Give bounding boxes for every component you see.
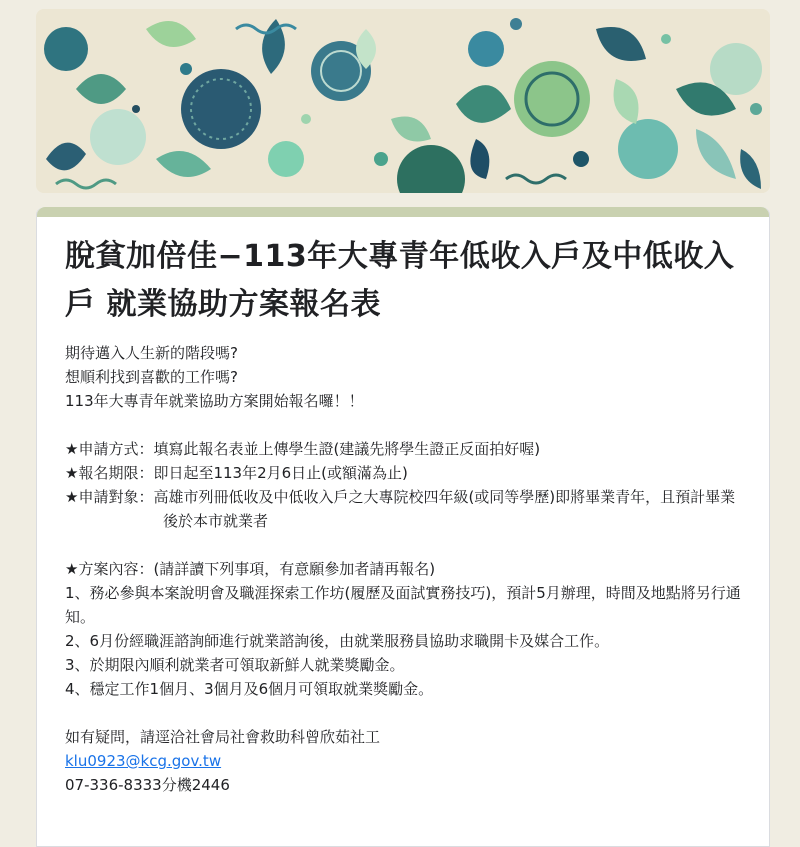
program-line: 3、於期限內順利就業者可領取新鮮人就業獎勵金。 <box>65 656 405 674</box>
intro-line: 113年大專青年就業協助方案開始報名囉！！ <box>65 392 364 410</box>
detail-line: ★申請方式：填寫此報名表並上傳學生證(建議先將學生證正反面拍好喔) <box>65 440 541 458</box>
intro-line: 期待邁入人生新的階段嗎? <box>65 344 238 362</box>
form-title: 脫貧加倍佳−113年大專青年低收入戶及中低收入戶 就業協助方案報名表 <box>65 239 735 322</box>
contact-line: 如有疑問，請逕洽社會局社會救助科曾欣茹社工 <box>65 728 381 746</box>
form-header-card <box>36 207 770 847</box>
header-banner-image <box>36 9 770 193</box>
program-line: 4、穩定工作1個月、3個月及6個月可領取就業獎勵金。 <box>65 680 434 698</box>
intro-line: 想順利找到喜歡的工作嗎? <box>65 368 238 386</box>
program-line: 2、6月份經職涯諮詢師進行就業諮詢後，由就業服務員協助求職開卡及媒合工作。 <box>65 632 610 650</box>
contact-email-link[interactable]: klu0923@kcg.gov.tw <box>65 752 222 770</box>
program-line: ★方案內容：(請詳讀下列事項，有意願參加者請再報名) <box>65 560 436 578</box>
card-accent-bar <box>37 207 769 217</box>
pattern-illustration <box>36 9 770 193</box>
form-description <box>65 341 745 797</box>
detail-line: ★申請對象：高雄市列冊低收及中低收入戶之大專院校四年級(或同等學歷)即將畢業青年，且預計畢業後於本市就業者 <box>65 488 736 530</box>
contact-phone: 07-336-8333分機2446 <box>65 776 230 794</box>
detail-line: ★報名期限：即日起至113年2月6日止(或額滿為止) <box>65 464 408 482</box>
program-line: 1、務必參與本案說明會及職涯探索工作坊(履歷及面試實務技巧)，預計5月辦理，時間及地點將另行通知。 <box>65 584 741 626</box>
